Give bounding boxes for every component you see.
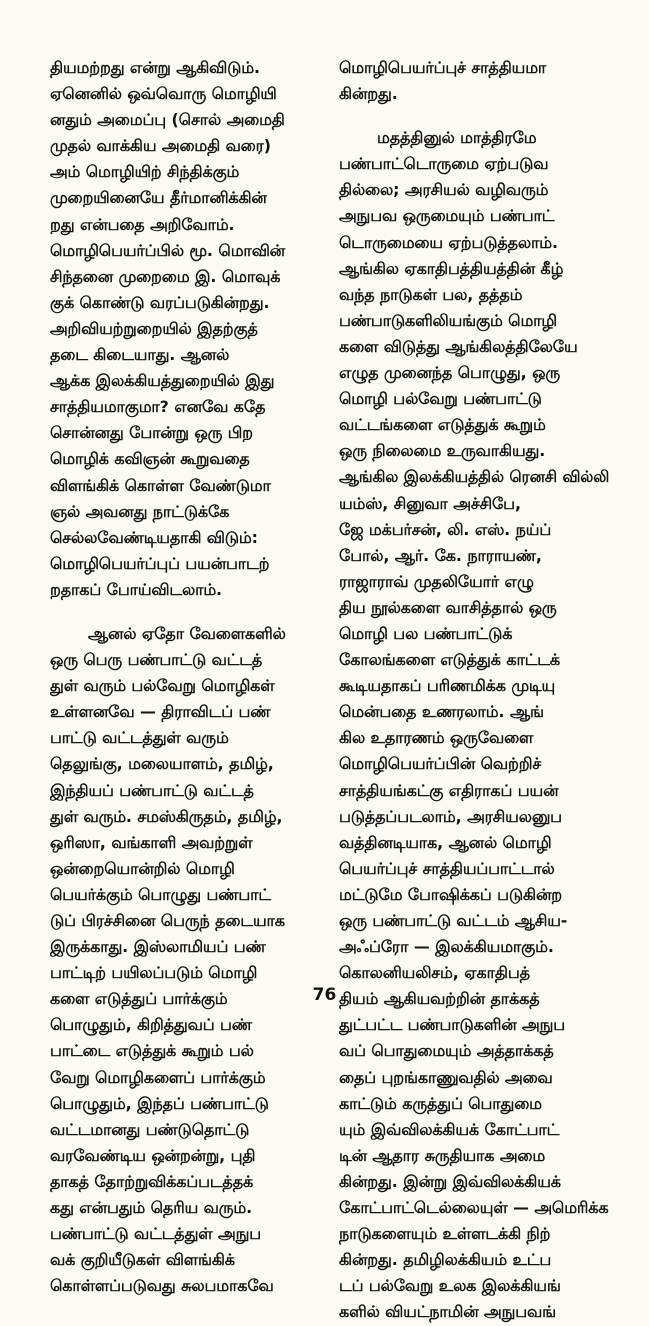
text-line: ஆங்கில இலக்கியத்தில் ரெனசி வில்லி [339,467,609,487]
text-line: கொலனியலிசம், ஏகாதிபத் [339,963,530,983]
text-line: வத்தினடியாக, ஆனல் மொழி [339,832,552,852]
right-column [339,55,609,1326]
text-line: பொழுதும், கிறித்துவப் பண் [50,1015,252,1035]
text-line: வந்த நாடுகள் பல, தத்தம் [339,284,523,304]
text-line: சாத்தியங்கட்கு எதிராகப் பயன் [339,780,559,800]
text-line: யும் இவ்விலக்கியக் கோட்பாட் [339,1119,560,1139]
text-line: முதல் வாக்கிய அமைதி வரை) [50,136,272,156]
text-line: அஃப்ரோ — இலக்கியமாகும். [339,937,554,957]
text-line: கது என்பதும் தெரிய வரும். [50,1198,253,1218]
text-line: செல்லவேண்டியதாகி விடும்: [50,527,258,547]
text-line: சொன்னது போன்று ஒரு பிற [50,423,253,443]
text-line: தியம் ஆகியவற்றின் தாக்கத் [339,989,540,1009]
text-line: வக் குறியீடுகள் விளங்கிக் [50,1250,235,1270]
text-line: துள் வரும். சமஸ்கிருதம், தமிழ், [50,806,283,826]
text-line: டப் பல்வேறு உலக இலக்கியங் [339,1276,561,1296]
text-line: ராஜாராவ் முதலியோர் எழு [339,571,534,591]
text-line: தடை கிடையாது. ஆனல் [50,345,230,365]
text-line: பாட்டு வட்டத்துள் வரும் [50,728,229,748]
page-number: 76 [312,985,337,1005]
text-line: யம்ஸ், சினுவா அச்சிபே, [339,493,521,513]
text-line: மொழிபெயர்ப்புப் பயன்பாடற் [50,553,270,573]
text-line: பெயர்ப்புச் சாத்தியப்பாட்டால் [339,858,555,878]
text-line: அம் மொழியிற் சிந்திக்கும் [50,162,240,182]
text-line: இந்தியப் பண்பாட்டு வட்டத் [50,780,254,800]
text-line: அறிவியற்றுறையில் இதற்குத் [50,318,258,338]
text-line: ஆக்க இலக்கியத்துறையில் இது [50,371,275,391]
text-line: கோலங்களை எடுத்துக் காட்டக் [339,650,560,670]
text-line: டொருமையை ஏற்படுத்தலாம். [339,232,558,252]
text-line: மொழிக் கவிஞன் கூறுவதை [50,449,250,469]
text-line: மட்டுமே போஷிக்கப் படுகின்ற [339,884,563,904]
text-line: திய நூல்களை வாசித்தால் ஒரு [339,597,557,617]
text-line: ஞல் அவனது நாட்டுக்கே [50,501,230,521]
text-line: பண்பாட்டு வட்டத்துள் அநுப [50,1224,262,1244]
text-line: பெயர்க்கும் பொழுது பண்பாட் [50,884,271,904]
text-line: ஆனல் ஏதோ வேளைகளில் [88,623,286,643]
text-line: அநுபவ ஒருமையும் பண்பாட் [339,206,555,226]
text-line: மொழி பல்வேறு பண்பாட்டு [339,389,542,409]
text-line: கின்றது. இன்று இவ்விலக்கியக் [339,1171,561,1191]
text-line: வப் பொதுமையும் அத்தாக்கத் [339,1041,554,1061]
paragraph-gap [339,107,609,125]
text-line: கில உதாரணம் ஒருவேளை [339,728,534,748]
text-line: றதாகப் போய்விடலாம். [50,579,223,599]
text-line: ஒரு பெரு பண்பாட்டு வட்டத் [50,650,263,670]
text-line: னதும் அமைப்பு (சொல் அமைதி [50,110,285,130]
text-line: ஆங்கில ஏகாதிபத்தியத்தின் கீழ் [339,258,564,278]
text-line: தாகத் தோற்றுவிக்கப்படத்தக் [50,1171,254,1191]
text-line: ஒரிஸா, வங்காளி அவற்றுள் [50,832,253,852]
text-line: பாட்டை எடுத்துக் கூறும் பல் [50,1041,254,1061]
text-line: ஜே மக்பர்சன், லி. எஸ். நய்ப் [339,519,552,539]
text-line: துள் வரும் பல்வேறு மொழிகள் [50,676,275,696]
text-line: படுத்தப்படலாம், அரசியலனுப [339,806,562,826]
text-line: மொழி பல பண்பாட்டுக் [339,623,513,643]
text-line: களில் வியட்நாமின் அநுபவங் [339,1302,556,1322]
text-line: ஏனெனில் ஒவ்வொரு மொழியி [50,84,277,104]
text-line: டுப் பிரச்சினை பெருந் தடையாக [50,911,285,930]
text-line: உள்ளனவே — திராவிடப் பண் [50,702,271,722]
text-line: களை எடுத்துப் பார்க்கும் [50,989,228,1009]
text-line: கோட்பாட்டெல்லையுள் — அமெரிக்க [339,1198,609,1218]
text-line: கூடியதாகப் பரிணமிக்க முடியு [339,676,556,696]
text-line: பண்பாட்டொருமை ஏற்படுவ [339,154,549,174]
text-line: நாடுகளையும் உள்ளடக்கி நிற் [339,1224,551,1244]
text-line: வேறு மொழிகளைப் பார்க்கும் [50,1067,266,1087]
text-line: ஒன்றையொன்றில் மொழி [50,858,235,878]
text-line: களை விடுத்து ஆங்கிலத்திலேயே [339,336,578,356]
text-line: முறையினையே தீர்மானிக்கின் [50,188,267,208]
text-line: பண்பாடுகளிலியங்கும் மொழி [339,310,557,330]
text-line: வரவேண்டிய ஒன்றன்று, புதி [50,1145,256,1165]
text-line: குக் கொண்டு வரப்படுகின்றது. [50,292,270,312]
text-line: கொள்ளப்படுவது சுலபமாகவே [50,1276,274,1296]
text-line: விளங்கிக் கொள்ள வேண்டுமா [50,475,271,495]
text-line: மொழிபெயர்ப்பில் மூ. மொவின் [50,240,285,260]
text-line: துட்பட்ட பண்பாடுகளின் அநுப [339,1015,565,1035]
left-column [50,55,330,1299]
text-line: காட்டும் கருத்துப் பொதுமை [339,1093,542,1113]
paragraph-gap [50,603,330,621]
text-line: மென்பதை உணரலாம். ஆங் [339,702,544,722]
text-line: டின் ஆதார சுருதியாக அமை [339,1145,546,1165]
text-line: தெலுங்கு, மலையாளம், தமிழ், [50,754,274,774]
text-line: தியமற்றது என்று ஆகிவிடும். [50,58,260,77]
text-line: எழுத முனைந்த பொழுது, ஒரு [339,363,560,383]
text-line: சாத்தியமாகுமா? எனவே கதே [50,397,266,417]
text-line: தில்லை; அரசியல் வழிவரும் [339,180,549,200]
text-line: வட்டங்களை எடுத்துக் கூறும் [339,415,546,435]
text-line: கின்றது. தமிழிலக்கியம் உட்ப [339,1250,552,1270]
text-line: றது என்பதை அறிவோம். [50,214,235,234]
text-line: ஒரு பண்பாட்டு வட்டம் ஆசிய- [339,911,568,930]
text-line: தைப் புறங்காணுவதில் அவை [339,1067,553,1087]
text-line: மொழிபெயர்ப்பின் வெற்றிச் [339,754,542,774]
text-line: பாட்டிற் பயிலப்படும் மொழி [50,963,258,983]
text-line: போல், ஆர். கே. நாராயண், [339,545,542,565]
text-line: இருக்காது. இஸ்லாமியப் பண் [50,937,266,957]
text-line: கின்றது. [339,84,398,104]
text-line: ஒரு நிலைமை உருவாகியது. [339,441,546,461]
text-line: வட்டமானது பண்டுதொட்டு [50,1119,250,1139]
text-line: மொழிபெயர்ப்புச் சாத்தியமா [339,58,547,77]
text-line: மதத்தினுல் மாத்திரமே [377,128,537,148]
text-line: சிந்தனை முறைமை இ. மொவுக் [50,266,281,286]
text-line: பொழுதும், இந்தப் பண்பாட்டு [50,1093,269,1113]
